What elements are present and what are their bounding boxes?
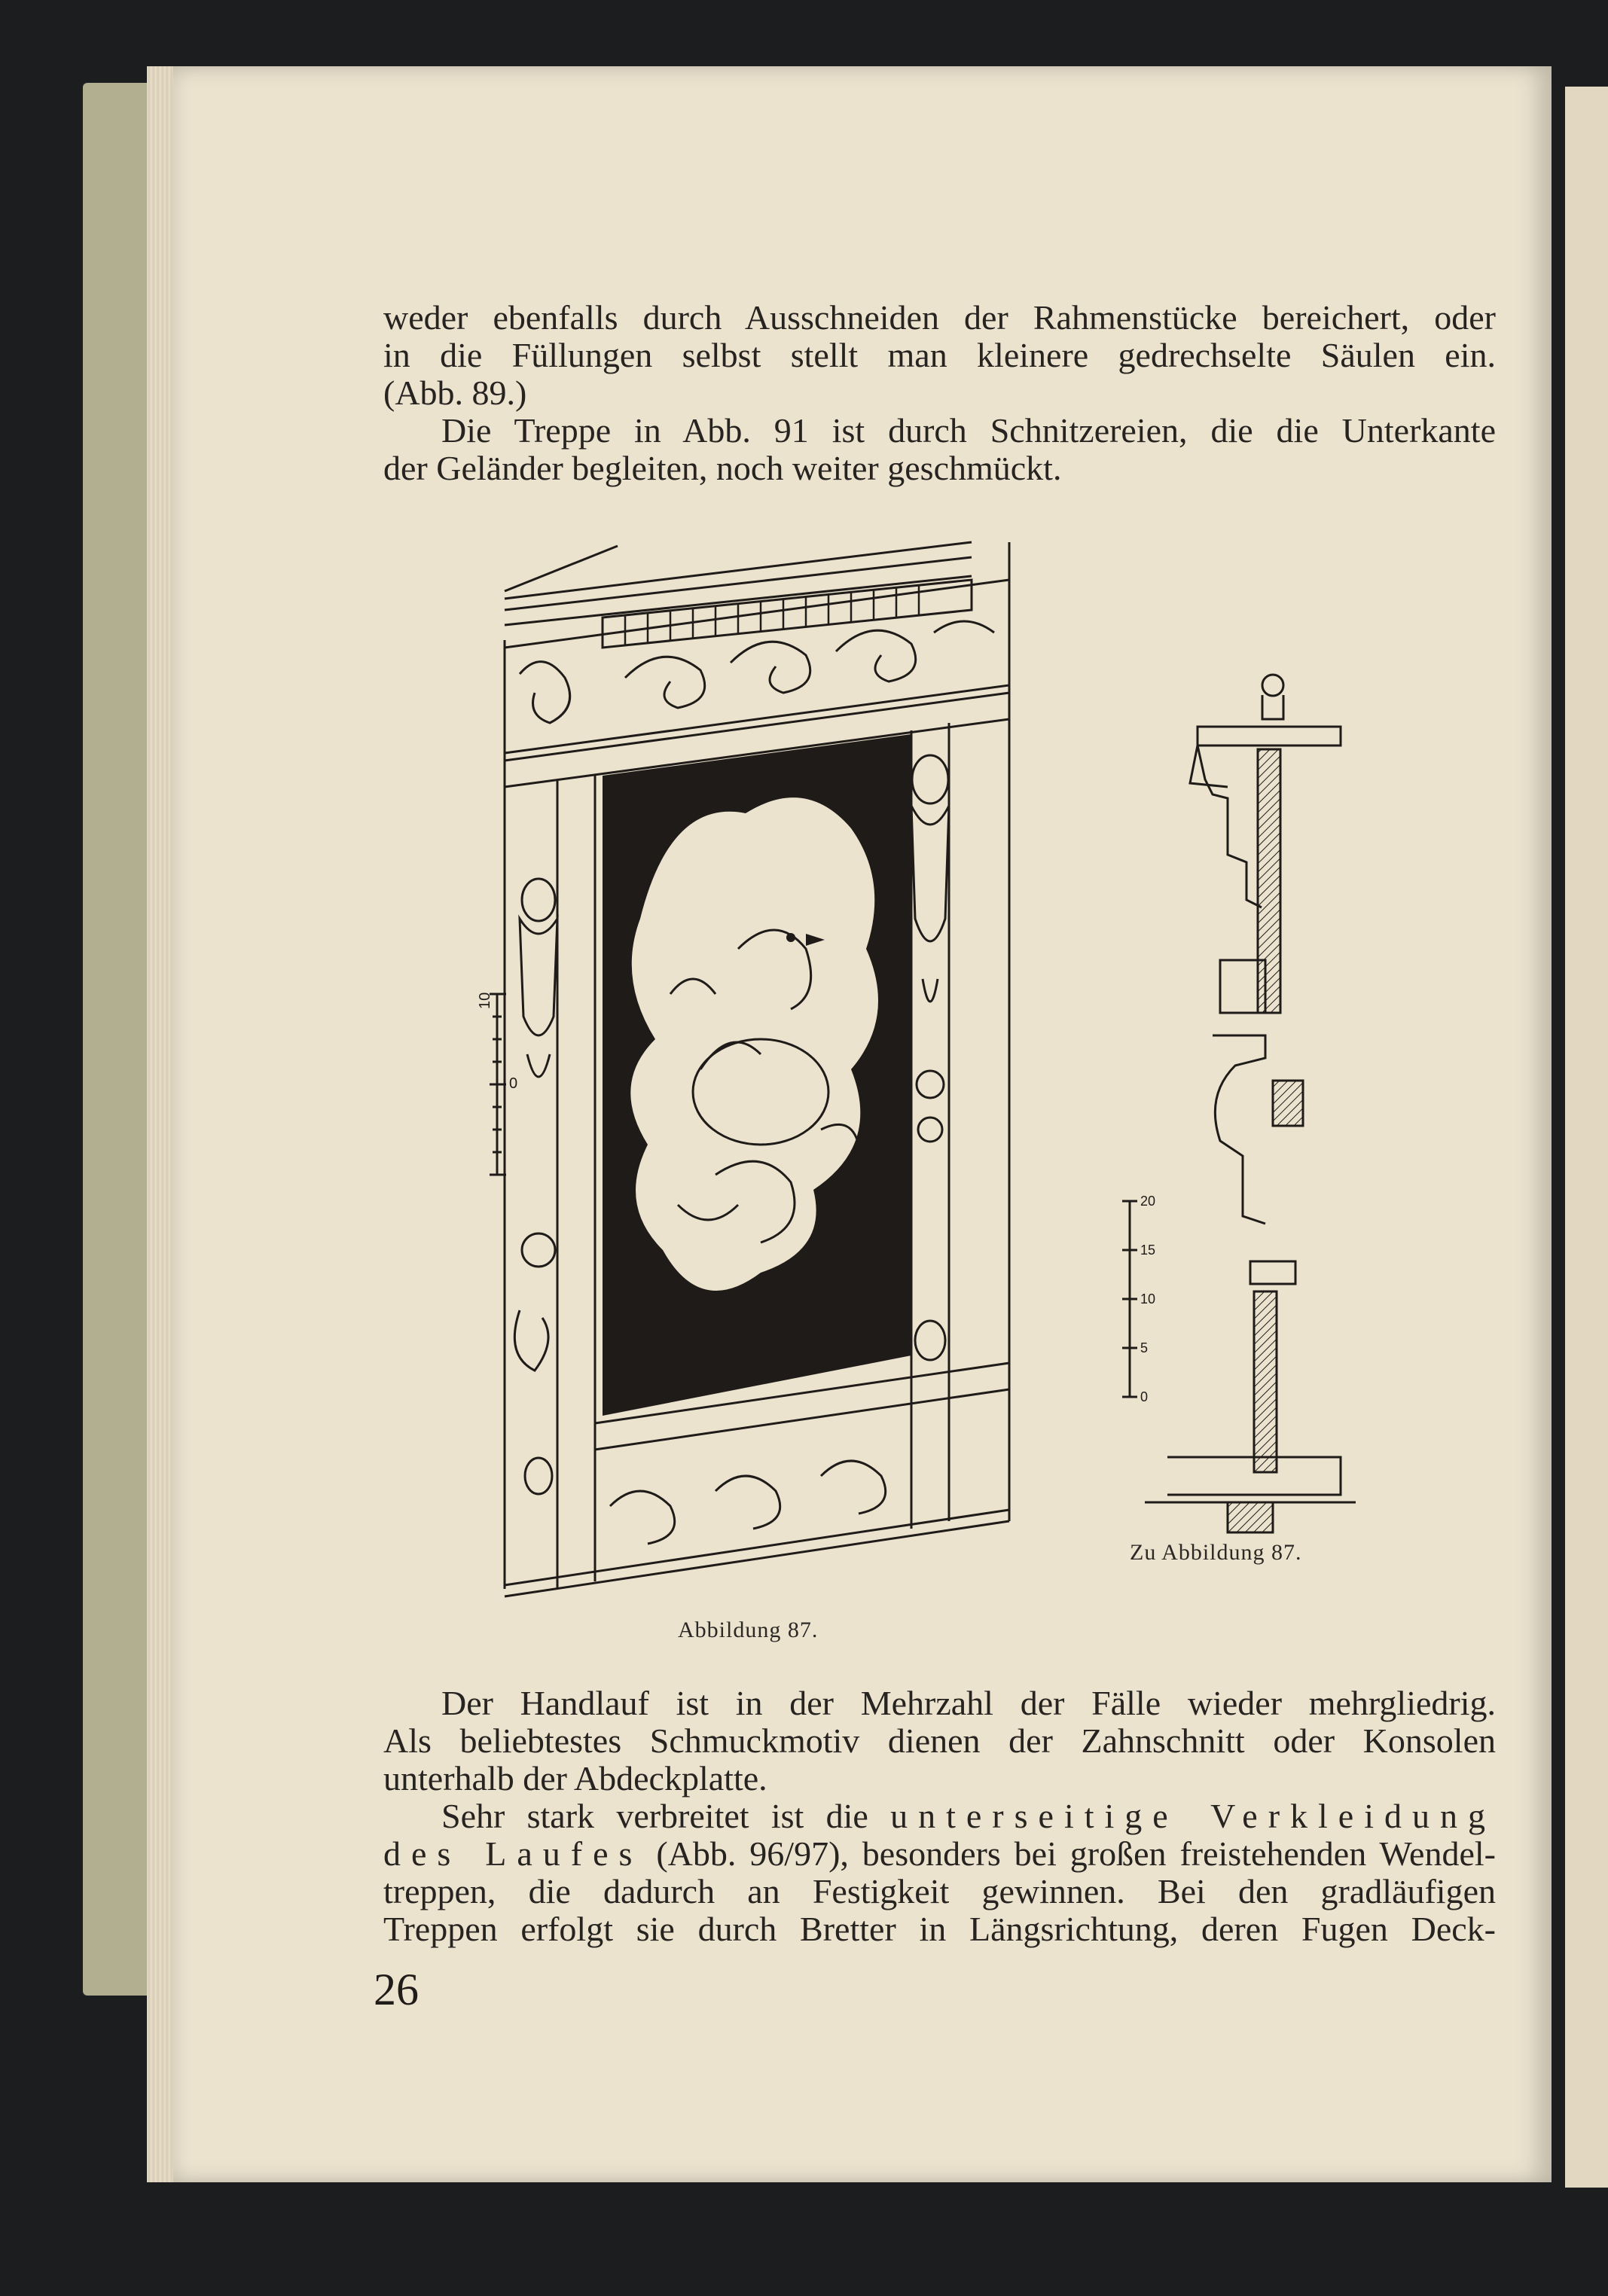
facing-page-edge: [1565, 87, 1608, 2188]
text-span: (Abb. 96/97), besonders bei großen freistehenden Wendel-: [642, 1834, 1496, 1873]
scale-label: 15: [1140, 1243, 1156, 1258]
scale-label: 10: [477, 992, 493, 1009]
scale-label: 5: [1140, 1340, 1149, 1355]
scale-label: 20: [1140, 1194, 1156, 1209]
text-line: in die Füllungen selbst stellt man kleinere gedrechselte Säulen ein.: [383, 336, 1496, 374]
text-line: (Abb. 89.): [383, 374, 527, 412]
text-line: Die Treppe in Abb. 91 ist durch Schnitzereien, die die Unterkante: [441, 411, 1496, 450]
text-span: Sehr stark verbreitet ist die: [441, 1797, 891, 1835]
figure-caption: Abbildung 87.: [678, 1618, 819, 1642]
scale-label: 0: [1140, 1389, 1149, 1404]
text-line: [383, 1835, 1496, 1873]
scale-label: 10: [1140, 1291, 1156, 1307]
handrail-section-drawing: [1115, 674, 1363, 1532]
text-line: unterhalb der Abdeckplatte.: [383, 1759, 767, 1797]
text-line: Der Handlauf ist in der Mehrzahl der Fälle wieder mehrgliedrig.: [441, 1684, 1496, 1722]
page-number: 26: [374, 1965, 419, 2014]
text-line: treppen, die dadurch an Festigkeit gewinnen. Bei den gradläufigen: [383, 1872, 1496, 1910]
scale-label: 0: [509, 1075, 518, 1092]
text-line: Treppen erfolgt sie durch Bretter in Längsrichtung, deren Fugen Deck-: [383, 1910, 1496, 1948]
text-line: der Geländer begleiten, noch weiter geschmückt.: [383, 449, 1062, 487]
text-line: Als beliebtestes Schmuckmotiv dienen der Zahnschnitt oder Konsolen: [383, 1721, 1496, 1760]
text-line: [441, 1797, 1496, 1835]
figure-caption: Zu Abbildung 87.: [1130, 1540, 1302, 1565]
emphasized-text: unterseitige Verkleidung: [890, 1797, 1496, 1835]
balustrade-carving-illustration: [477, 527, 1017, 1604]
text-line: weder ebenfalls durch Ausschneiden der Rahmenstücke bereichert, oder: [383, 298, 1496, 337]
emphasized-text: des Laufes: [383, 1834, 643, 1873]
